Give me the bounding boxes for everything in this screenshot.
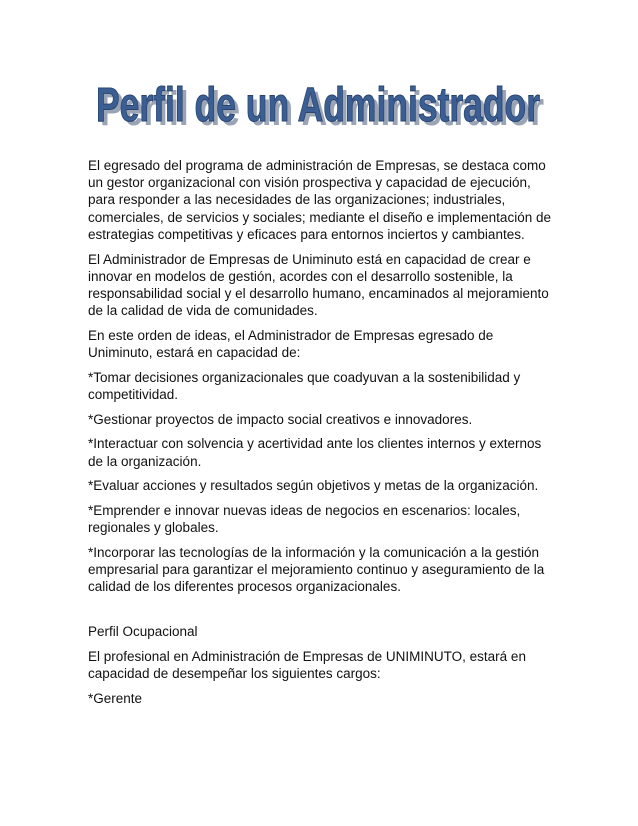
paragraph-capacities-intro: En este orden de ideas, el Administrador de Empresas egresado de Uniminuto, estará en capacidad de: [88,327,494,361]
capacity-item: *Incorporar las tecnologías de la información y la comunicación a la gestión empresarial para garantizar el mejoramiento continuo y aseguramiento de la calidad de los diferentes procesos organizacionales. [88,544,545,595]
document-title [0,70,638,134]
role-item: *Gerente [88,690,143,706]
capacity-item: *Evaluar acciones y resultados según objetivos y metas de la organización. [88,478,539,494]
title-wordart [0,70,638,134]
section-heading-occupational: Perfil Ocupacional [88,624,198,640]
paragraph-graduate-profile: El egresado del programa de administración de Empresas, se destaca como un gestor organizacional con visión prospectiva y capacidad de ejecución, para responder a las necesidades de las organizaciones; industriales, comerciales, de servicios y sociales; mediante el diseño e implementación de estrategias competitivas y eficaces para entornos inciertos y cambiantes. [88,158,551,242]
paragraph-uniminuto-administrator: El Administrador de Empresas de Uniminuto está en capacidad de crear e innovar en modelos de gestión, acordes con el desarrollo sostenible, la responsabilidad social y el desarrollo humano, encaminados al mejoramiento de la calidad de vida de comunidades. [88,251,549,319]
capacity-item: *Gestionar proyectos de impacto social creativos e innovadores. [88,411,473,427]
document-body [88,157,558,714]
capacity-item: *Tomar decisiones organizacionales que coadyuvan a la sostenibilidad y competitividad. [88,369,521,402]
capacity-item: *Interactuar con solvencia y acertividad ante los clientes internos y externos de la organización. [88,436,542,469]
capacity-item: *Emprender e innovar nuevas ideas de negocios en escenarios: locales, regionales y globales. [88,502,521,536]
title-text: Perfil de un Administrador [96,79,540,132]
title-shadow: Perfil de un Administrador [100,83,544,134]
paragraph-occupational-intro: El profesional en Administración de Empresas de UNIMINUTO, estará en capacidad de desempeñar los siguientes cargos: [88,649,526,682]
